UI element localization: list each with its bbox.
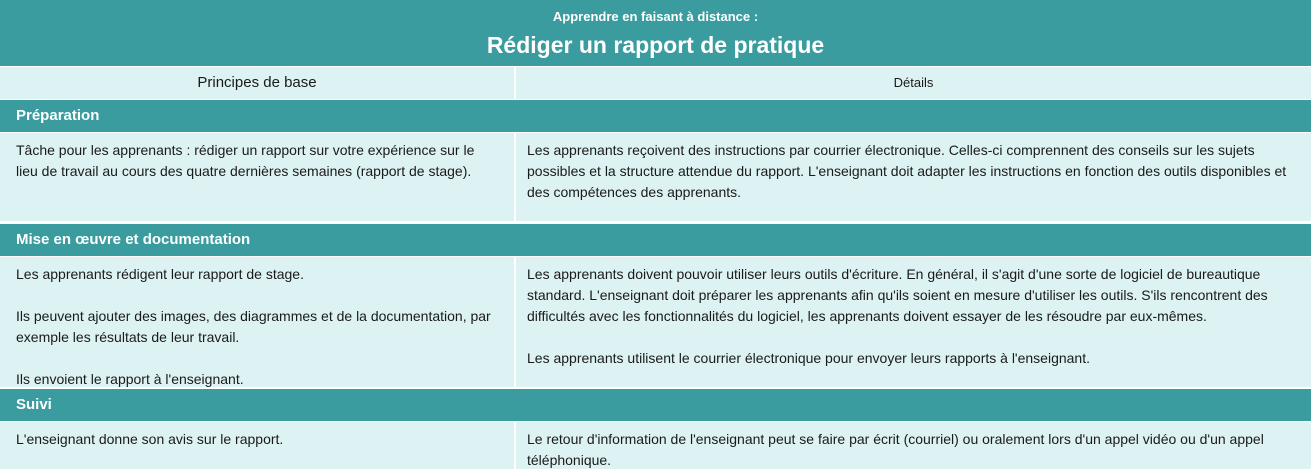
details-paragraph: Les apprenants doivent pouvoir utiliser leurs outils d'écriture. En général, il s'agit d'une sorte de logiciel de bureautique standard. L'enseignant doit préparer les apprenants afin qu'ils soient en mesure d'utiliser les outils. S'ils rencontrent des difficultés avec les fonctionnalités du logiciel, les apprenants doivent essayer de les résoudre par eux-mêmes.	[527, 266, 1268, 324]
principles-paragraph: Ils envoient le rapport à l'enseignant.	[16, 371, 244, 387]
details-paragraph: Les apprenants reçoivent des instructions par courrier électronique. Celles-ci comprennent des conseils sur les sujets possibles et la structure attendue du rapport. L'enseignant doit adapter les instructions en fonction des outils disponibles et des compétences des apprenants.	[527, 142, 1287, 200]
banner-kicker: Apprendre en faisant à distance :	[552, 9, 759, 24]
column-header-principles: Principes de base	[0, 67, 514, 99]
principles-paragraph: L'enseignant donne son avis sur le rapport.	[16, 431, 284, 447]
section-heading-implementation: Mise en œuvre et documentation	[0, 224, 1311, 256]
section-heading-preparation: Préparation	[0, 100, 1311, 132]
preparation-details-cell	[516, 133, 1311, 221]
preparation-principles-cell	[0, 133, 514, 221]
principles-paragraph: Tâche pour les apprenants : rédiger un rapport sur votre expérience sur le lieu de travail au cours des quatre dernières semaines (rapport de stage).	[16, 142, 475, 179]
table-banner	[0, 0, 1311, 66]
details-paragraph: Le retour d'information de l'enseignant peut se faire par écrit (courriel) ou oralement lors d'un appel vidéo ou d'un appel téléphonique.	[527, 431, 1264, 468]
principles-paragraph: Ils peuvent ajouter des images, des diagrammes et de la documentation, par exemple les résultats de leur travail.	[16, 308, 491, 345]
implementation-details-cell	[516, 257, 1311, 387]
page-title: Rédiger un rapport de pratique	[486, 32, 825, 58]
section-heading-follow-up: Suivi	[0, 389, 1311, 421]
principles-paragraph: Les apprenants rédigent leur rapport de stage.	[16, 266, 304, 282]
implementation-principles-cell	[0, 257, 514, 387]
follow-up-principles-cell	[0, 422, 514, 469]
follow-up-details-cell	[516, 422, 1311, 469]
details-paragraph: Les apprenants utilisent le courrier électronique pour envoyer leurs rapports à l'enseignant.	[527, 350, 1091, 366]
column-header-details: Détails	[516, 67, 1311, 99]
